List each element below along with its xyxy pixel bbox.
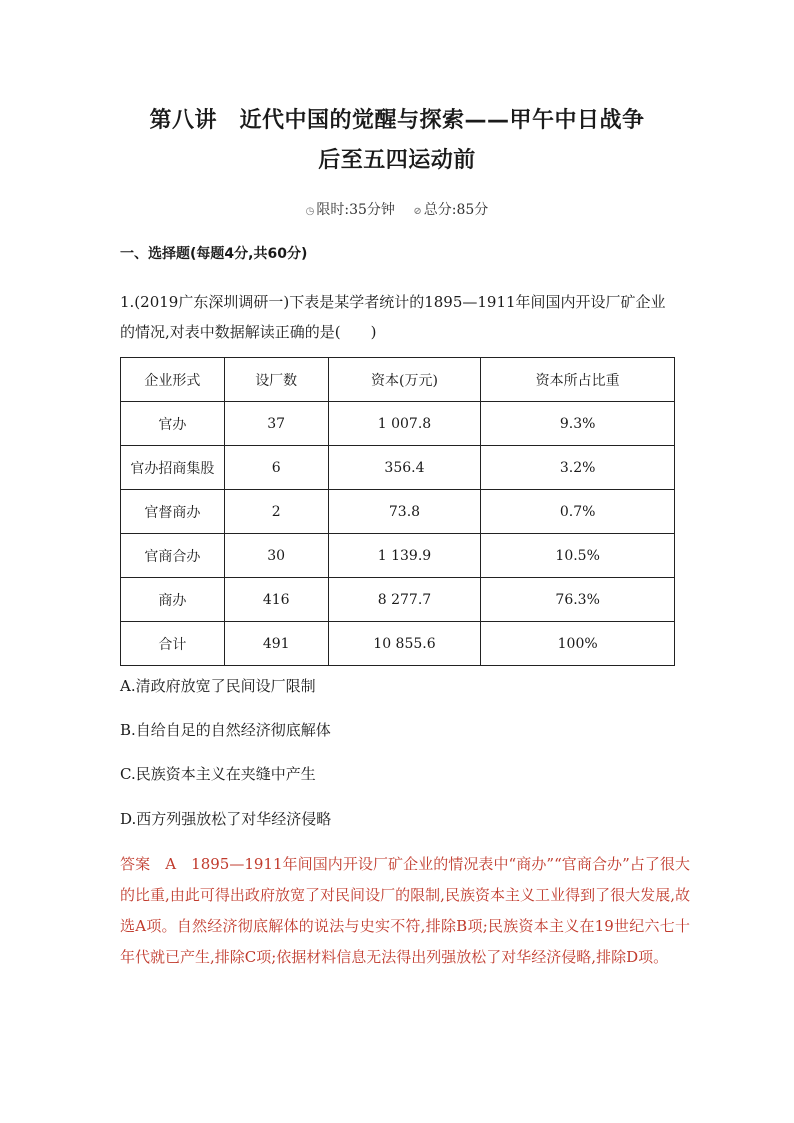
table-cell: 30: [224, 534, 328, 578]
table-cell: 3.2%: [481, 446, 675, 490]
option-a: A.清政府放宽了民间设厂限制: [120, 677, 316, 695]
table-cell: 73.8: [328, 490, 481, 534]
table-header: 企业形式: [121, 358, 225, 402]
data-table: [120, 357, 675, 666]
exam-meta: [0, 199, 794, 219]
clock-icon: ◷: [305, 206, 315, 217]
table-header-row: [121, 358, 675, 402]
table-cell: 官办: [121, 402, 225, 446]
table-cell: 1 139.9: [328, 534, 481, 578]
page-title-line2: 后至五四运动前: [318, 148, 476, 173]
table-header: 资本(万元): [328, 358, 481, 402]
section-heading: 一、选择题(每题4分,共60分): [120, 246, 308, 262]
check-circle-icon: ⊘: [413, 206, 422, 217]
table-row: [121, 446, 675, 490]
table-header: 设厂数: [224, 358, 328, 402]
table-cell: 491: [224, 622, 328, 666]
table-cell: 37: [224, 402, 328, 446]
table-cell: 官商合办: [121, 534, 225, 578]
table-cell: 10 855.6: [328, 622, 481, 666]
option-d: D.西方列强放松了对华经济侵略: [120, 810, 332, 828]
table-header: 资本所占比重: [481, 358, 675, 402]
table-cell: 0.7%: [481, 490, 675, 534]
total-score: [413, 199, 488, 219]
table-cell: 416: [224, 578, 328, 622]
table-cell: 6: [224, 446, 328, 490]
question-text: 1.(2019广东深圳调研一)下表是某学者统计的1895—1911年间国内开设厂矿企业的情况,对表中数据解读正确的是( ): [120, 293, 666, 341]
table-cell: 356.4: [328, 446, 481, 490]
table-cell: 官督商办: [121, 490, 225, 534]
table-row-total: [121, 622, 675, 666]
table-cell: 2: [224, 490, 328, 534]
option-c: C.民族资本主义在夹缝中产生: [120, 765, 316, 783]
table-cell: 9.3%: [481, 402, 675, 446]
time-limit: [306, 199, 395, 219]
page-title-line1: 第八讲 近代中国的觉醒与探索——甲午中日战争: [149, 108, 645, 133]
table-row: [121, 490, 675, 534]
table-row: [121, 534, 675, 578]
table-cell: 76.3%: [481, 578, 675, 622]
table-cell: 官办招商集股: [121, 446, 225, 490]
option-b: B.自给自足的自然经济彻底解体: [120, 721, 331, 739]
total-score-text: 总分:85分: [423, 202, 489, 218]
table-cell: 100%: [481, 622, 675, 666]
table-row: [121, 578, 675, 622]
table-cell: 合计: [121, 622, 225, 666]
time-limit-text: 限时:35分钟: [316, 202, 395, 218]
table-cell: 8 277.7: [328, 578, 481, 622]
table-cell: 商办: [121, 578, 225, 622]
table-cell: 1 007.8: [328, 402, 481, 446]
table-row: [121, 402, 675, 446]
answer-explanation: 答案 A 1895—1911年间国内开设厂矿企业的情况表中“商办”“官商合办”占了很大的比重,由此可得出政府放宽了对民间设厂的限制,民族资本主义工业得到了很大发展,故选A项。自然经济彻底解体的说法与史实不符,排除B项;民族资本主义在19世纪六七十年代就已产生,排除C项;依据材料信息无法得出列强放松了对华经济侵略,排除D项。: [120, 855, 690, 966]
table-cell: 10.5%: [481, 534, 675, 578]
